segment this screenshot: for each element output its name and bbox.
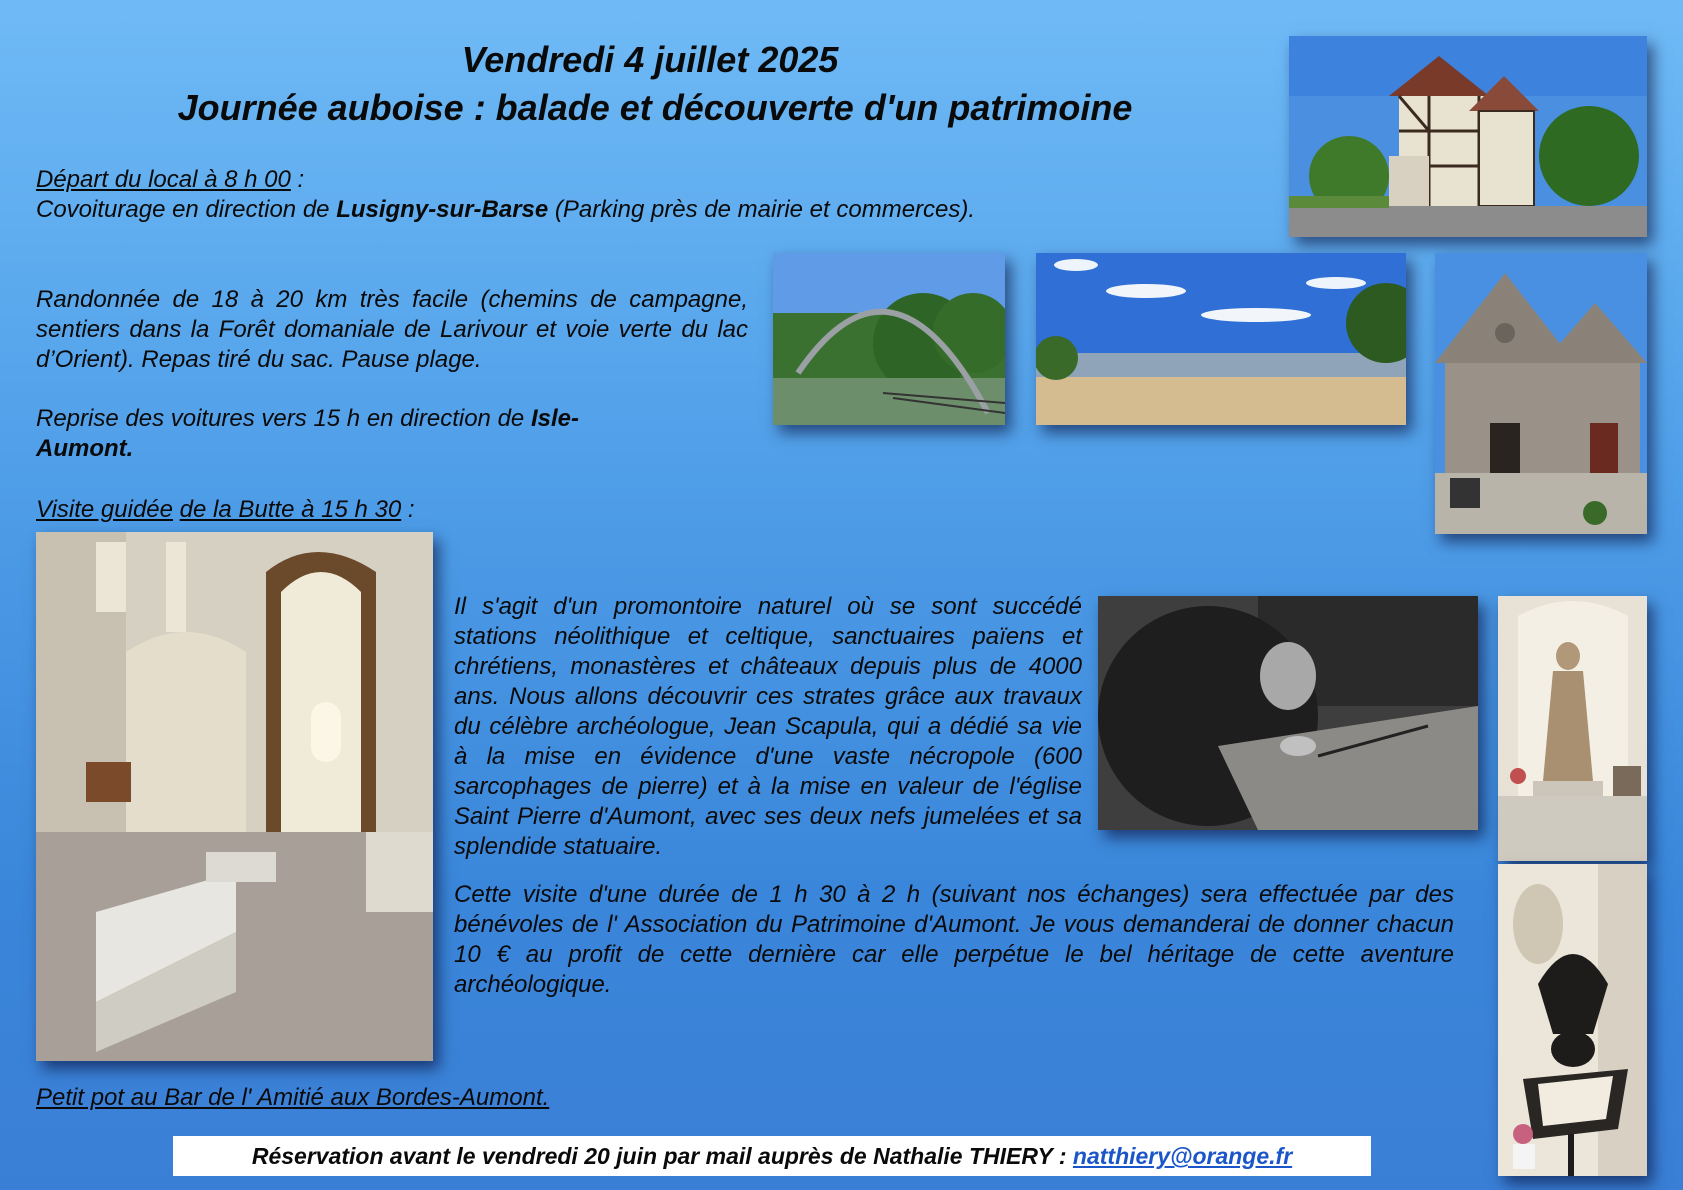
email-link[interactable]: natthiery@orange.fr (1072, 1143, 1293, 1169)
photo-church-facade (1435, 253, 1647, 534)
page-title: Journée auboise : balade et découverte d'un patrimoine (177, 87, 1133, 128)
reprise-town: Isle-Aumont. (36, 405, 579, 462)
reservation-text: Réservation avant le vendredi 20 juin par mail auprès de Nathalie THIERY : (251, 1143, 1073, 1169)
visite-details-text: Cette visite d'une durée de 1 h 30 à 2 h (suivant nos échanges) sera effectuée par des bénévoles de l' Association du Patrimoine d'Aumont. Je vous demanderai de donner chacun 10 € au profit de cette dernière car elle perpétue le bel héritage de cette aventure archéologique. (454, 881, 1454, 998)
depart-label: Départ du local à 8 h 00 (36, 166, 291, 193)
photo-church-interior (36, 532, 433, 1061)
butte-text: Il s'agit d'un promontoire naturel où se sont succédé stations néolithique et celtique, sanctuaires païens et chrétiens, monastères et châteaux depuis plus de 4000 ans. Nous allons découvrir ces strates grâce aux travaux du célèbre archéologue, Jean Scapula, qui a dédié sa vie à la mise en évidence d'une vaste nécropole (600 sarcophages de pierre) et à la mise en valeur de l'église Saint Pierre d'Aumont, avec ses deux nefs jumelées et sa splendide statuaire. (454, 593, 1082, 860)
visite-heading: Visite guidée de la Butte à 15 h 30 : (36, 496, 415, 523)
photo-archaeologist (1098, 596, 1478, 830)
photo-eagle-lectern (1498, 864, 1647, 1176)
depart-town: Lusigny-sur-Barse (336, 196, 549, 223)
reprise-text: Reprise des voitures vers 15 h en direction de Isle-Aumont. (36, 405, 579, 462)
photo-madonna-statue (1498, 596, 1647, 861)
randonnee-text: Randonnée de 18 à 20 km très facile (chemins de campagne, sentiers dans la Forêt domaniale de Larivour et voie verte du lac d’Orient). Repas tiré du sac. Pause plage. (36, 286, 748, 373)
photo-arch-canal (773, 253, 1005, 425)
petit-pot-text: Petit pot au Bar de l' Amitié aux Bordes-Aumont. (36, 1084, 550, 1111)
photo-beach-lake (1036, 253, 1406, 425)
event-date: Vendredi 4 juillet 2025 (461, 39, 839, 80)
reservation-bar (173, 1136, 1371, 1176)
photo-half-timbered-house (1289, 36, 1647, 237)
depart-section: Départ du local à 8 h 00 : Covoiturage en direction de Lusigny-sur-Barse (Parking près de mairie et commerces). (36, 166, 976, 223)
